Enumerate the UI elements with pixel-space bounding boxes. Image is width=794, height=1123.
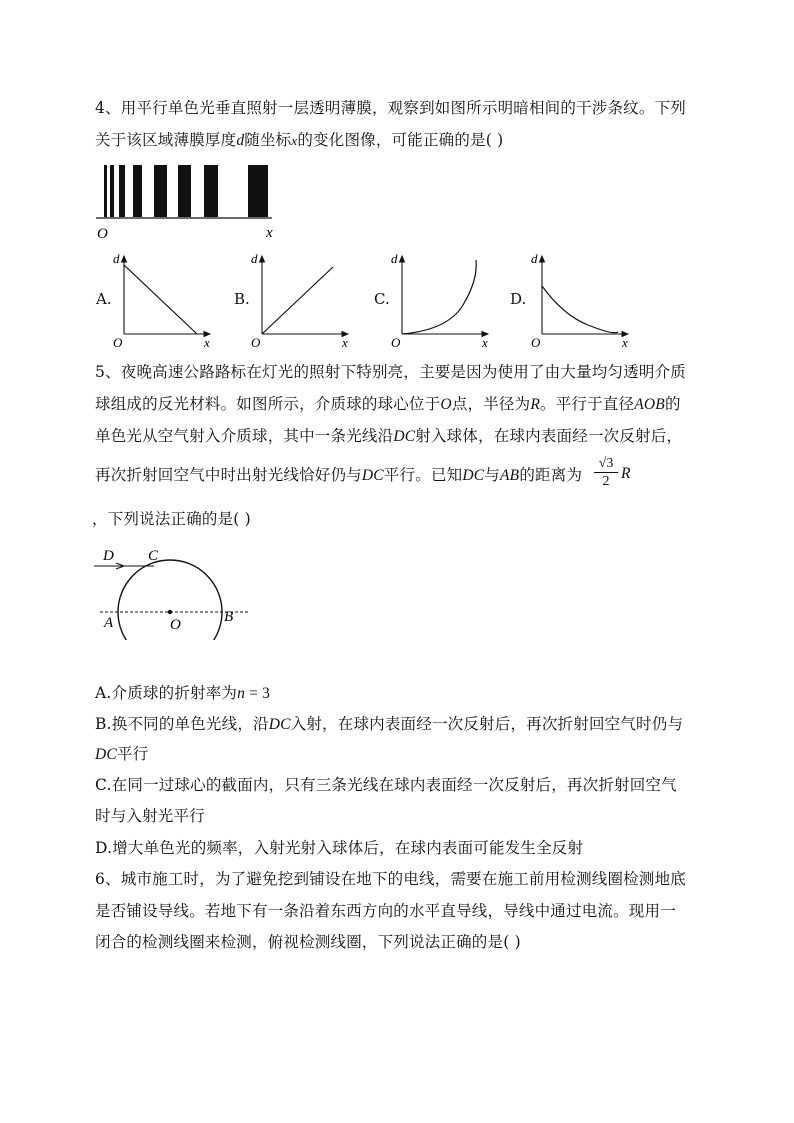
radius-symbol: R	[621, 465, 631, 482]
fringe-bar	[104, 165, 107, 217]
center-point	[168, 610, 172, 614]
svg-text:D: D	[103, 548, 114, 564]
svg-text:O: O	[251, 335, 261, 350]
svg-text:x: x	[622, 335, 628, 350]
svg-text:O: O	[531, 335, 541, 350]
fringe-bar	[204, 165, 218, 217]
q4-option-c-graph	[388, 250, 498, 350]
svg-text:O: O	[391, 335, 401, 350]
svg-text:x: x	[482, 335, 488, 350]
q4-option-b-graph	[248, 250, 358, 350]
q5-line-2: 球组成的反光材料。如图所示，介质球的球心位于O点，半径为R。平行于直径AOB的	[95, 395, 681, 413]
q4-option-a-graph	[110, 250, 220, 350]
fringe-bar	[110, 165, 114, 217]
q4-option-a-label: A.	[96, 290, 112, 308]
q6-line-3: 闭合的检测线圈来检测，俯视检测线圈，下列说法正确的是( )	[95, 933, 521, 951]
q4-line-1: 4、用平行单色光垂直照射一层透明薄膜，观察到如图所示明暗相间的干涉条纹。下列	[95, 99, 686, 117]
curve-increasing-line	[262, 267, 333, 334]
svg-text:C: C	[148, 548, 159, 564]
q5-line-3: 单色光从空气射入介质球，其中一条光线沿DC射入球体，在球内表面经一次反射后，	[95, 427, 683, 445]
q4-option-d-graph	[528, 250, 638, 350]
curve-decreasing-line	[124, 265, 197, 334]
q4-line-2: 关于该区域薄膜厚度d随坐标x的变化图像，可能正确的是( )	[95, 131, 504, 149]
fringe-bar	[248, 165, 268, 217]
svg-text:B: B	[224, 609, 234, 625]
svg-text:d: d	[113, 251, 120, 266]
svg-text:d: d	[531, 251, 538, 266]
q5-line-5: ，下列说法正确的是( )	[92, 510, 251, 528]
q5-option-c-cont: 时与入射光平行	[95, 807, 205, 825]
svg-text:d: d	[391, 251, 398, 266]
q5-option-a: A.介质球的折射率为n = 3	[95, 684, 271, 702]
sphere-diagram	[92, 540, 252, 640]
q5-option-b-cont: DC平行	[95, 745, 149, 763]
fringe-bar	[154, 165, 167, 217]
svg-text:O: O	[170, 617, 181, 633]
q4-option-b-label: B.	[234, 290, 250, 308]
svg-text:O: O	[113, 335, 123, 350]
curve-decaying-decrease	[542, 286, 618, 333]
q5-option-c: C.在同一过球心的截面内，只有三条光线在球内表面经一次反射后，再次折射回空气	[95, 776, 677, 794]
interference-fringe-figure	[92, 160, 292, 242]
q5-line-4: 再次折射回空气中时出射光线恰好仍与DC平行。已知DC与AB的距离为	[95, 466, 583, 484]
svg-text:d: d	[251, 251, 258, 266]
q5-option-d: D.增大单色光的频率，入射光射入球体后，在球内表面可能发生全反射	[95, 839, 584, 857]
fringe-bar	[133, 165, 142, 217]
q5-line-1: 5、夜晚高速公路路标在灯光的照射下特别亮，主要是因为使用了由大量均匀透明介质	[95, 363, 686, 381]
fraction-sqrt3-over-2: $\frac{√3}{2}$	[594, 455, 618, 490]
q4-option-c-label: C.	[374, 290, 390, 308]
fringe-bar	[178, 165, 191, 217]
q5-option-b: B.换不同的单色光线，沿DC入射，在球内表面经一次反射后，再次折射回空气时仍与	[95, 715, 684, 733]
fringe-bar	[119, 165, 125, 217]
q6-line-2: 是否铺设导线。若地下有一条沿着东西方向的水平直导线，导线中通过电流。现用一	[95, 902, 676, 920]
fringe-origin-label: O	[97, 226, 108, 242]
curve-accelerating-increase	[402, 260, 476, 334]
q6-line-1: 6、城市施工时，为了避免挖到铺设在地下的电线，需要在施工前用检测线圈检测地底	[95, 870, 686, 888]
q4-option-d-label: D.	[510, 290, 527, 308]
svg-text:x: x	[342, 335, 348, 350]
svg-text:A: A	[104, 615, 114, 631]
fringe-x-label: x	[266, 225, 273, 241]
svg-text:x: x	[204, 335, 210, 350]
